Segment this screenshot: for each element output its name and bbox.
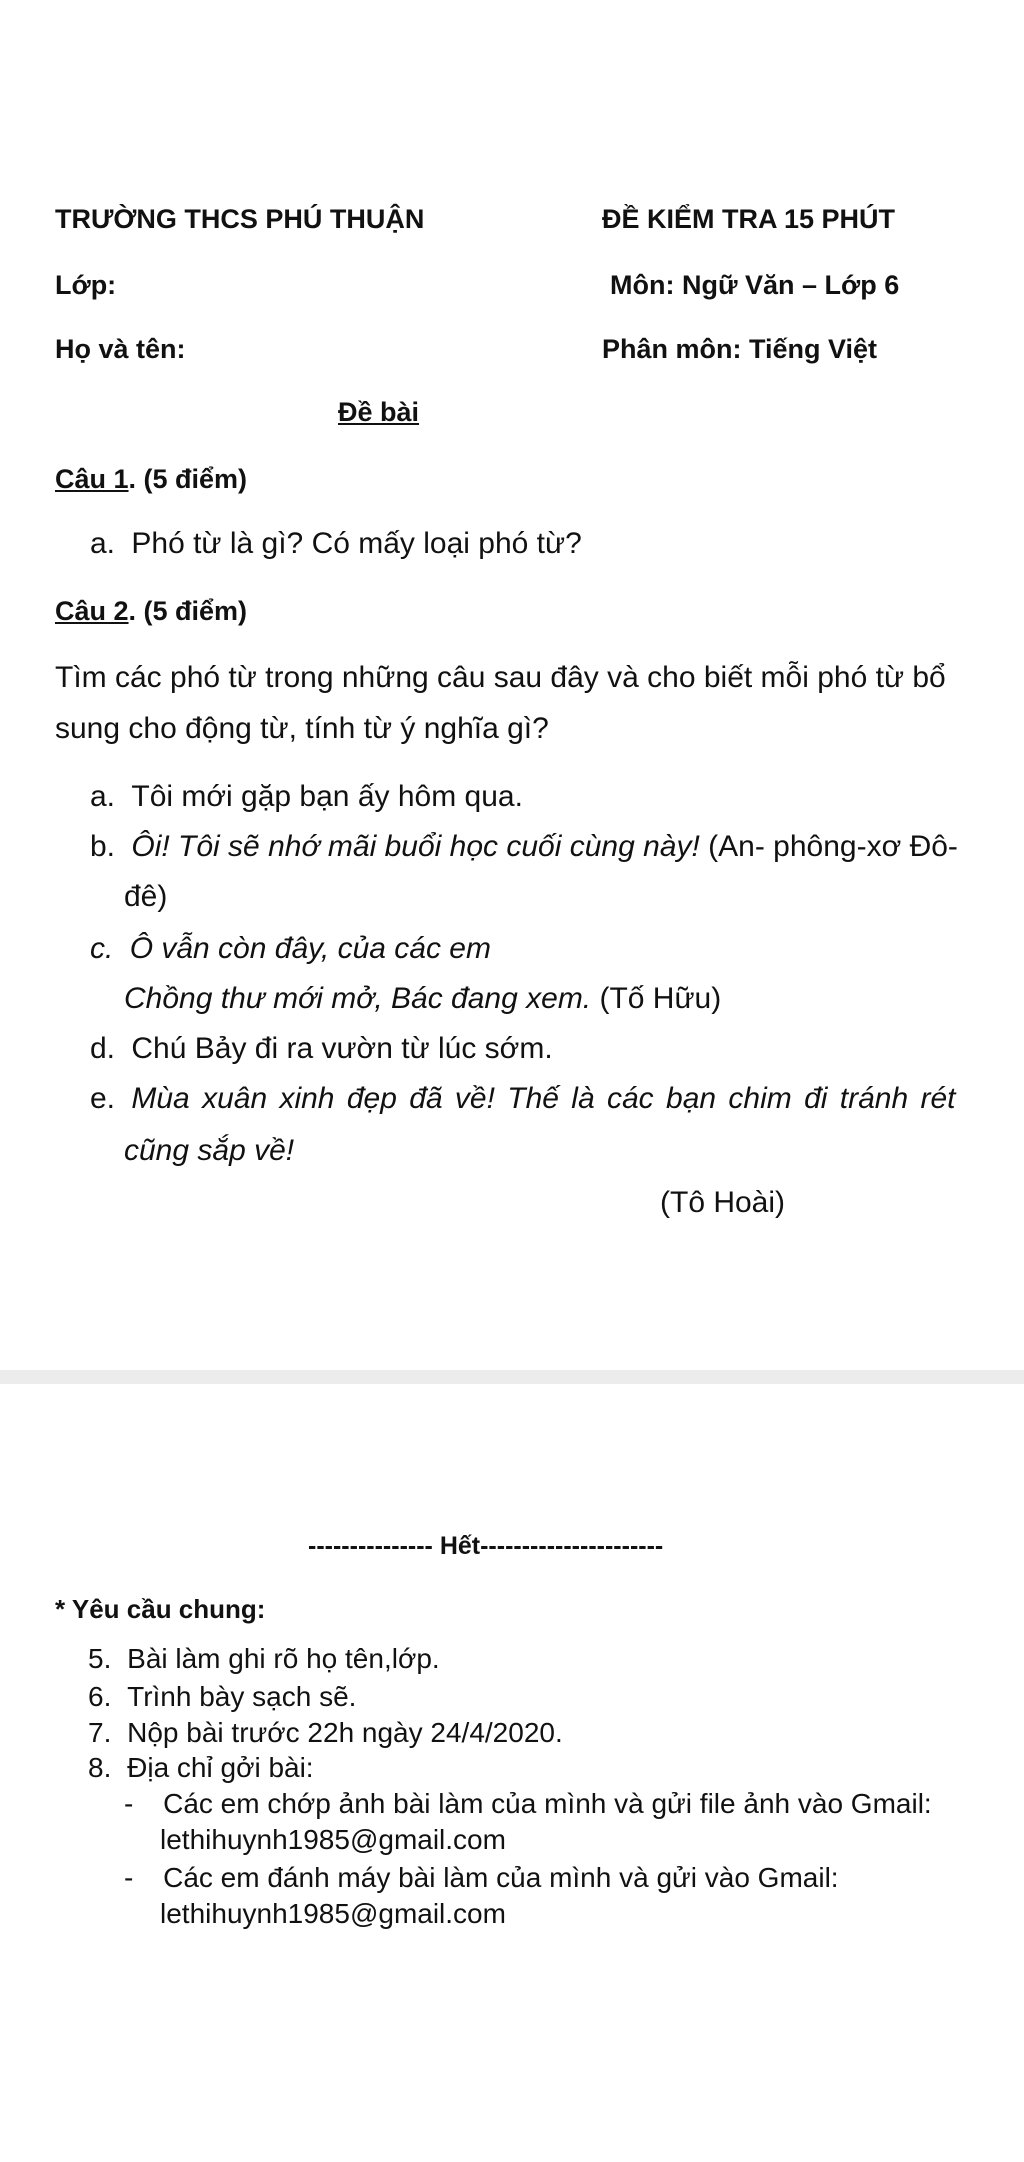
item-number: 8. [88,1752,112,1783]
item-text: Trình bày sạch sẽ. [127,1681,357,1712]
author-credit: (Tô Hoài) [660,1186,786,1219]
item-text: Địa chỉ gởi bài: [127,1752,314,1783]
item-marker: c. [90,932,114,965]
item-text: Chú Bảy đi ra vườn từ lúc sớm. [131,1032,553,1065]
question-2-item-c [90,932,491,966]
question-2-label: Câu 2 [55,596,129,626]
question-2-item-e [90,1082,984,1116]
question-1-item-a [90,527,582,561]
question-1-points: . (5 điểm) [128,464,248,494]
question-2-prompt-line-1: Tìm các phó từ trong những câu sau đây và cho biết mỗi phó từ bổ [55,661,946,694]
item-text-italic: Mùa xuân xinh đẹp đã về! Thế là các bạn chim đi tránh rét [131,1082,956,1115]
subsubject-label: Phân môn: Tiếng Việt [602,334,878,364]
question-1-label: Câu 1 [55,464,129,494]
question-2-item-a [90,780,523,814]
page-title: Đề bài [338,397,420,427]
item-number: 5. [88,1643,112,1674]
email-address: lethihuynh1985@gmail.com [160,1824,506,1855]
question-2-heading [55,596,247,627]
item-source: (An- phông-xơ Đô- [699,830,958,863]
name-label: Họ và tên: [55,334,186,364]
item-marker: d. [90,1032,116,1065]
submission-option [124,1788,932,1820]
item-source: (Tố Hữu) [591,982,722,1015]
question-2-prompt-line-2: sung cho động từ, tính từ ý nghĩa gì? [55,712,549,745]
question-1-heading [55,464,247,495]
question-2-item-c-line-2 [124,982,721,1016]
item-number: 6. [88,1681,112,1712]
item-marker: a. [90,527,116,560]
question-2-item-d [90,1032,553,1066]
exam-title: ĐỀ KIỂM TRA 15 PHÚT [602,204,896,234]
class-label: Lớp: [55,270,117,300]
question-2-item-e-line-2: cũng sắp về! [124,1134,295,1167]
item-text: Phó từ là gì? Có mấy loại phó từ? [131,527,582,560]
item-marker: b. [90,830,116,863]
item-text-italic: Chồng thư mới mở, Bác đang xem. [124,982,592,1015]
requirement-item [88,1643,440,1675]
item-text-italic: Ô vẫn còn đây, của các em [129,932,491,965]
subject-label: Môn: Ngữ Văn – Lớp 6 [610,270,900,300]
item-text: Nộp bài trước 22h ngày 24/4/2020. [127,1717,563,1748]
requirement-item [88,1752,314,1784]
submission-option [124,1862,839,1894]
option-text: Các em chớp ảnh bài làm của mình và gửi file ảnh vào Gmail: [163,1788,932,1819]
bullet: - [124,1862,134,1893]
question-2-item-b [90,830,958,864]
email-address: lethihuynh1985@gmail.com [160,1898,506,1929]
school-name: TRƯỜNG THCS PHÚ THUẬN [55,204,425,234]
item-number: 7. [88,1717,112,1748]
requirement-item [88,1717,563,1749]
requirements-heading: * Yêu cầu chung: [55,1594,266,1624]
bullet: - [124,1788,134,1819]
requirement-item [88,1681,356,1713]
item-text: Tôi mới gặp bạn ấy hôm qua. [131,780,523,813]
item-text: Bài làm ghi rõ họ tên,lớp. [127,1643,440,1674]
item-marker: e. [90,1082,116,1115]
question-2-points: . (5 điểm) [128,596,248,626]
option-text: Các em đánh máy bài làm của mình và gửi vào Gmail: [163,1862,839,1893]
end-marker: --------------- Hết---------------------- [308,1532,664,1560]
item-text-italic: Ôi! Tôi sẽ nhớ mãi buổi học cuối cùng này! [131,830,700,863]
question-2-item-b-continuation: đê) [124,880,168,913]
page-break [0,1370,1024,1384]
item-marker: a. [90,780,116,813]
